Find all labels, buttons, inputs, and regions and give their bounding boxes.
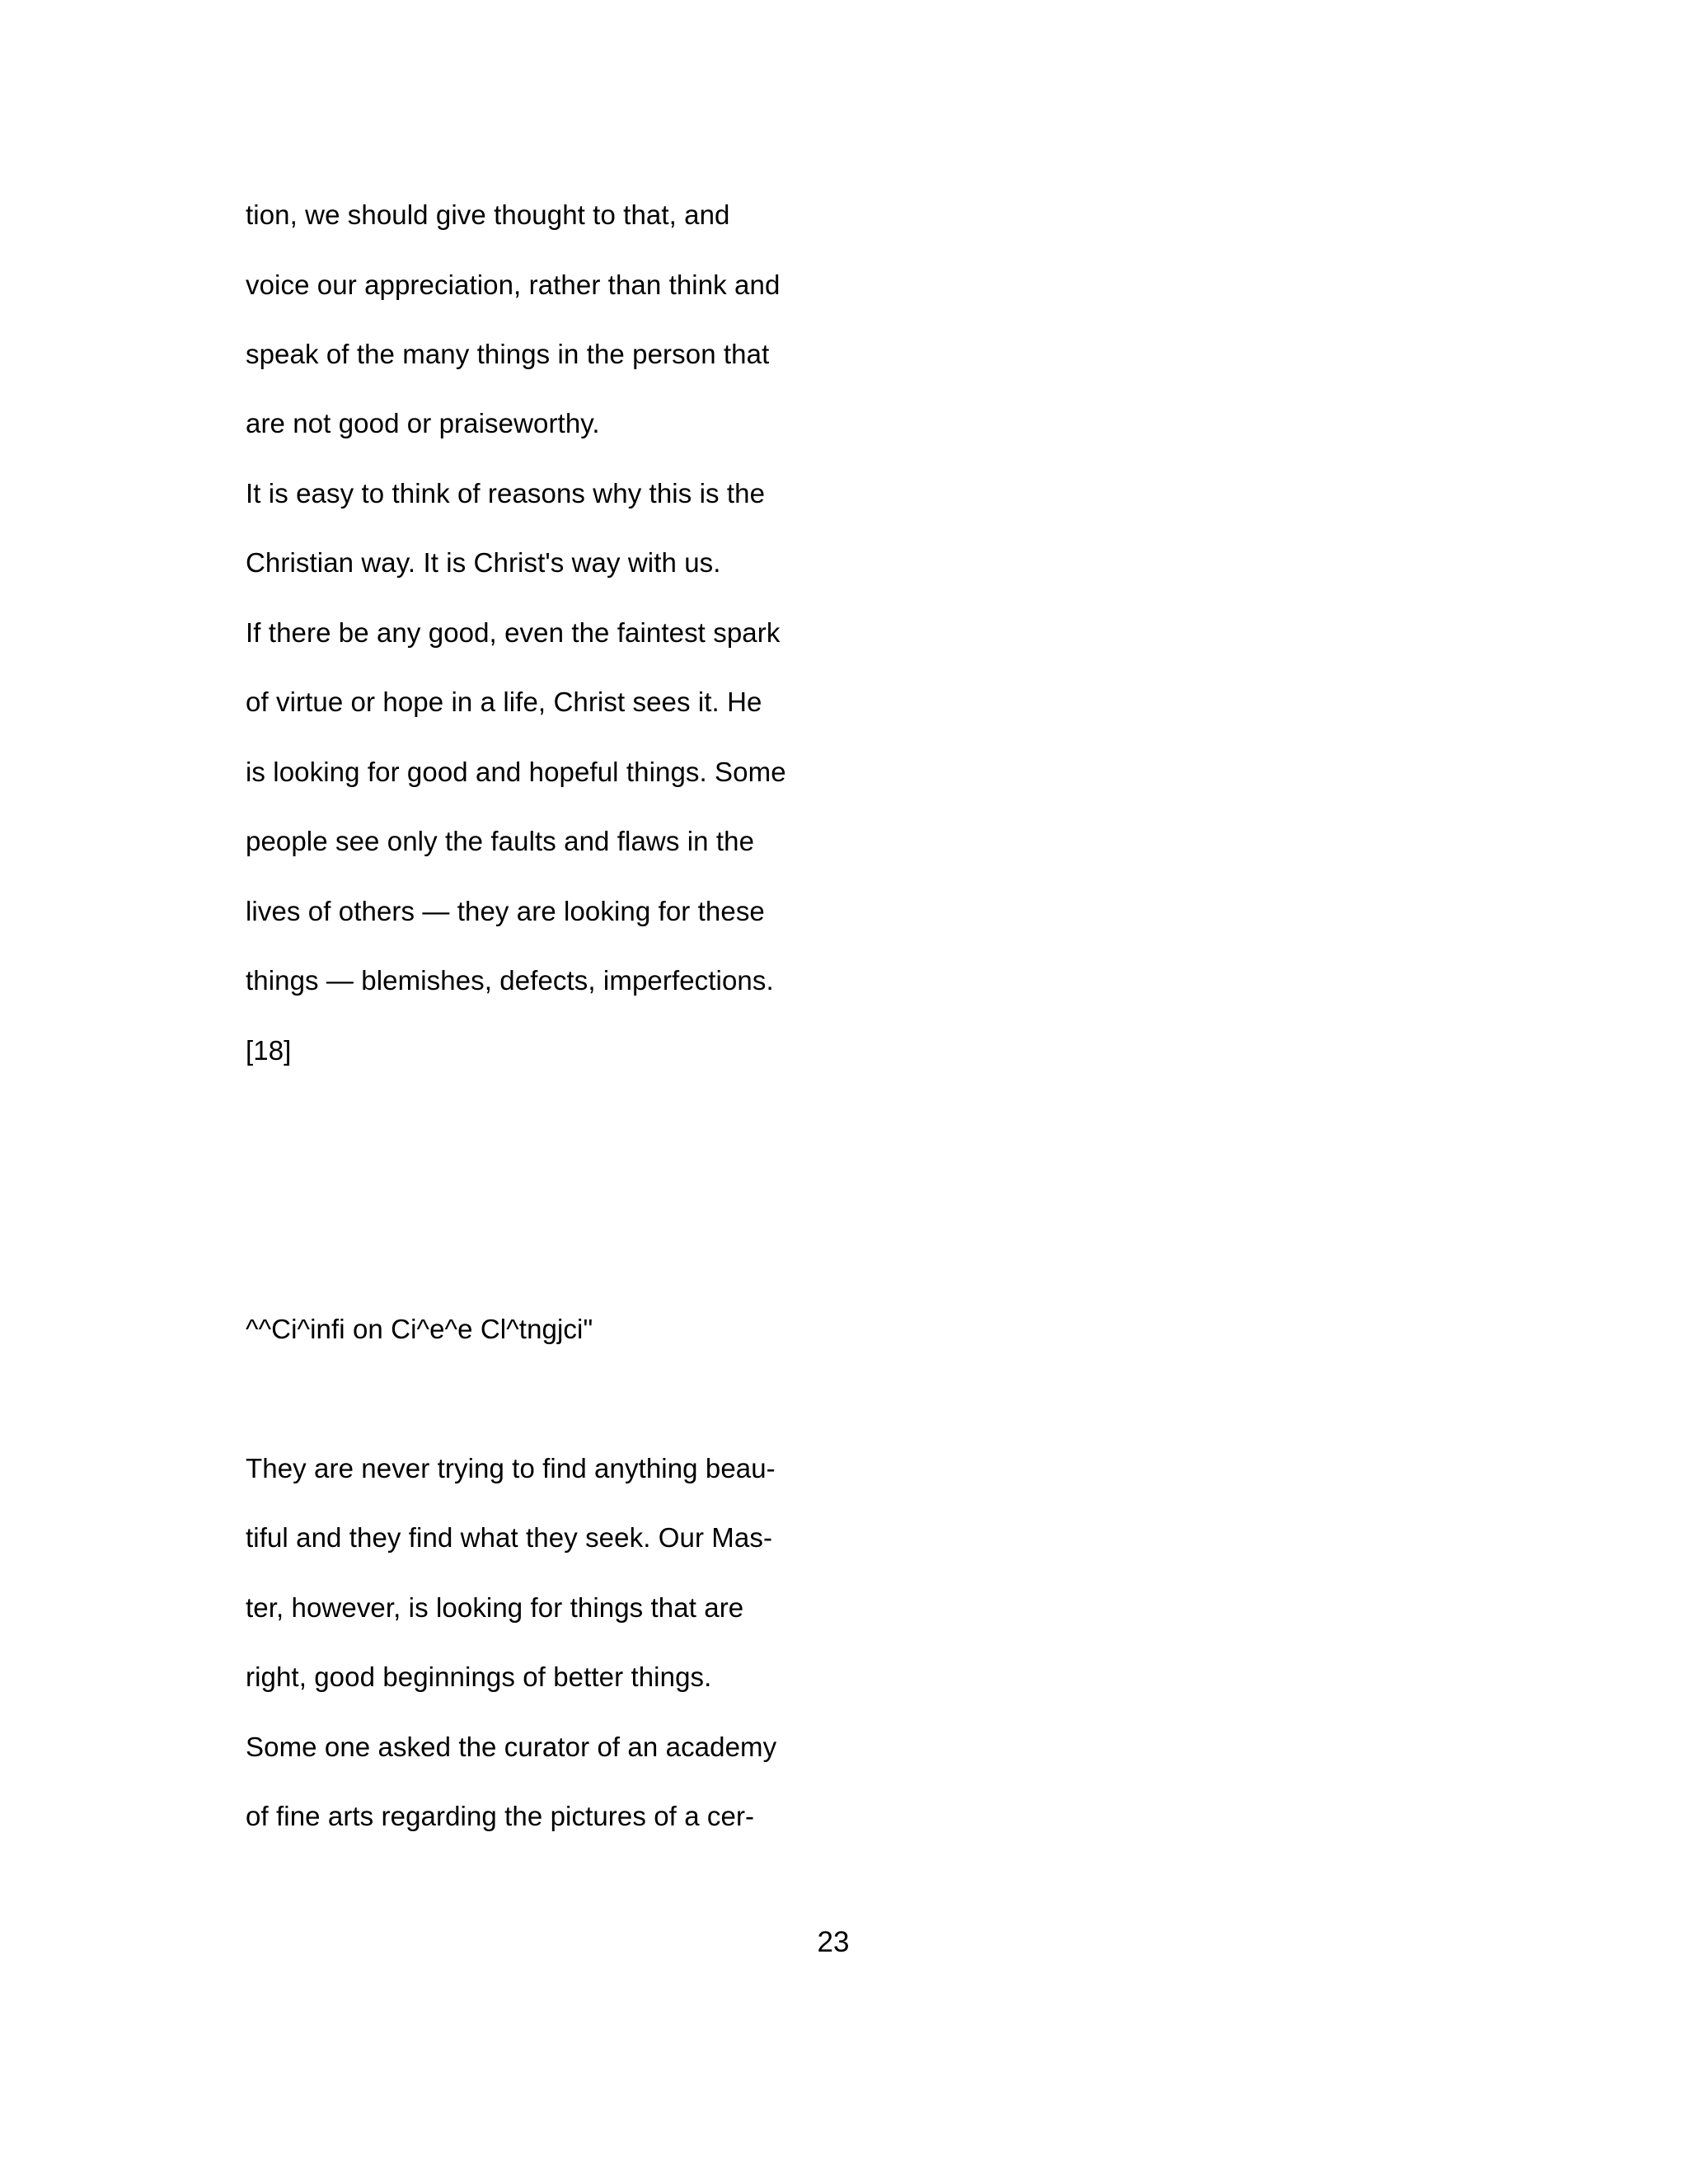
text-line: of fine arts regarding the pictures of a cer- [246, 1801, 755, 1831]
text-line: are not good or praiseworthy. [246, 408, 600, 438]
text-line: people see only the faults and flaws in the [246, 826, 755, 856]
page-number: 23 [817, 1926, 850, 1958]
text-line: They are never trying to find anything beau- [246, 1453, 776, 1483]
text-line: things — blemishes, defects, imperfections. [246, 965, 774, 996]
text-line: lives of others — they are looking for these [246, 896, 765, 926]
text-line: It is easy to think of reasons why this is the [246, 478, 766, 509]
text-line: If there be any good, even the faintest spark [246, 617, 781, 648]
text-line: Christian way. It is Christ's way with us. [246, 547, 721, 578]
running-header: ^^Ci^infi on Ci^e^e Cl^tngjci" [246, 1314, 593, 1344]
text-line: right, good beginnings of better things. [246, 1661, 712, 1692]
text-line: tiful and they find what they seek. Our Mas- [246, 1522, 773, 1553]
text-line: is looking for good and hopeful things. Some [246, 757, 786, 787]
text-line: Some one asked the curator of an academy [246, 1732, 777, 1762]
text-line: speak of the many things in the person that [246, 339, 770, 369]
text-line: ter, however, is looking for things that are [246, 1592, 744, 1623]
footnote-marker: [18] [246, 1035, 292, 1066]
text-line: voice our appreciation, rather than think and [246, 269, 781, 300]
text-line: tion, we should give thought to that, and [246, 199, 730, 230]
text-line: of virtue or hope in a life, Christ sees it. He [246, 687, 762, 717]
